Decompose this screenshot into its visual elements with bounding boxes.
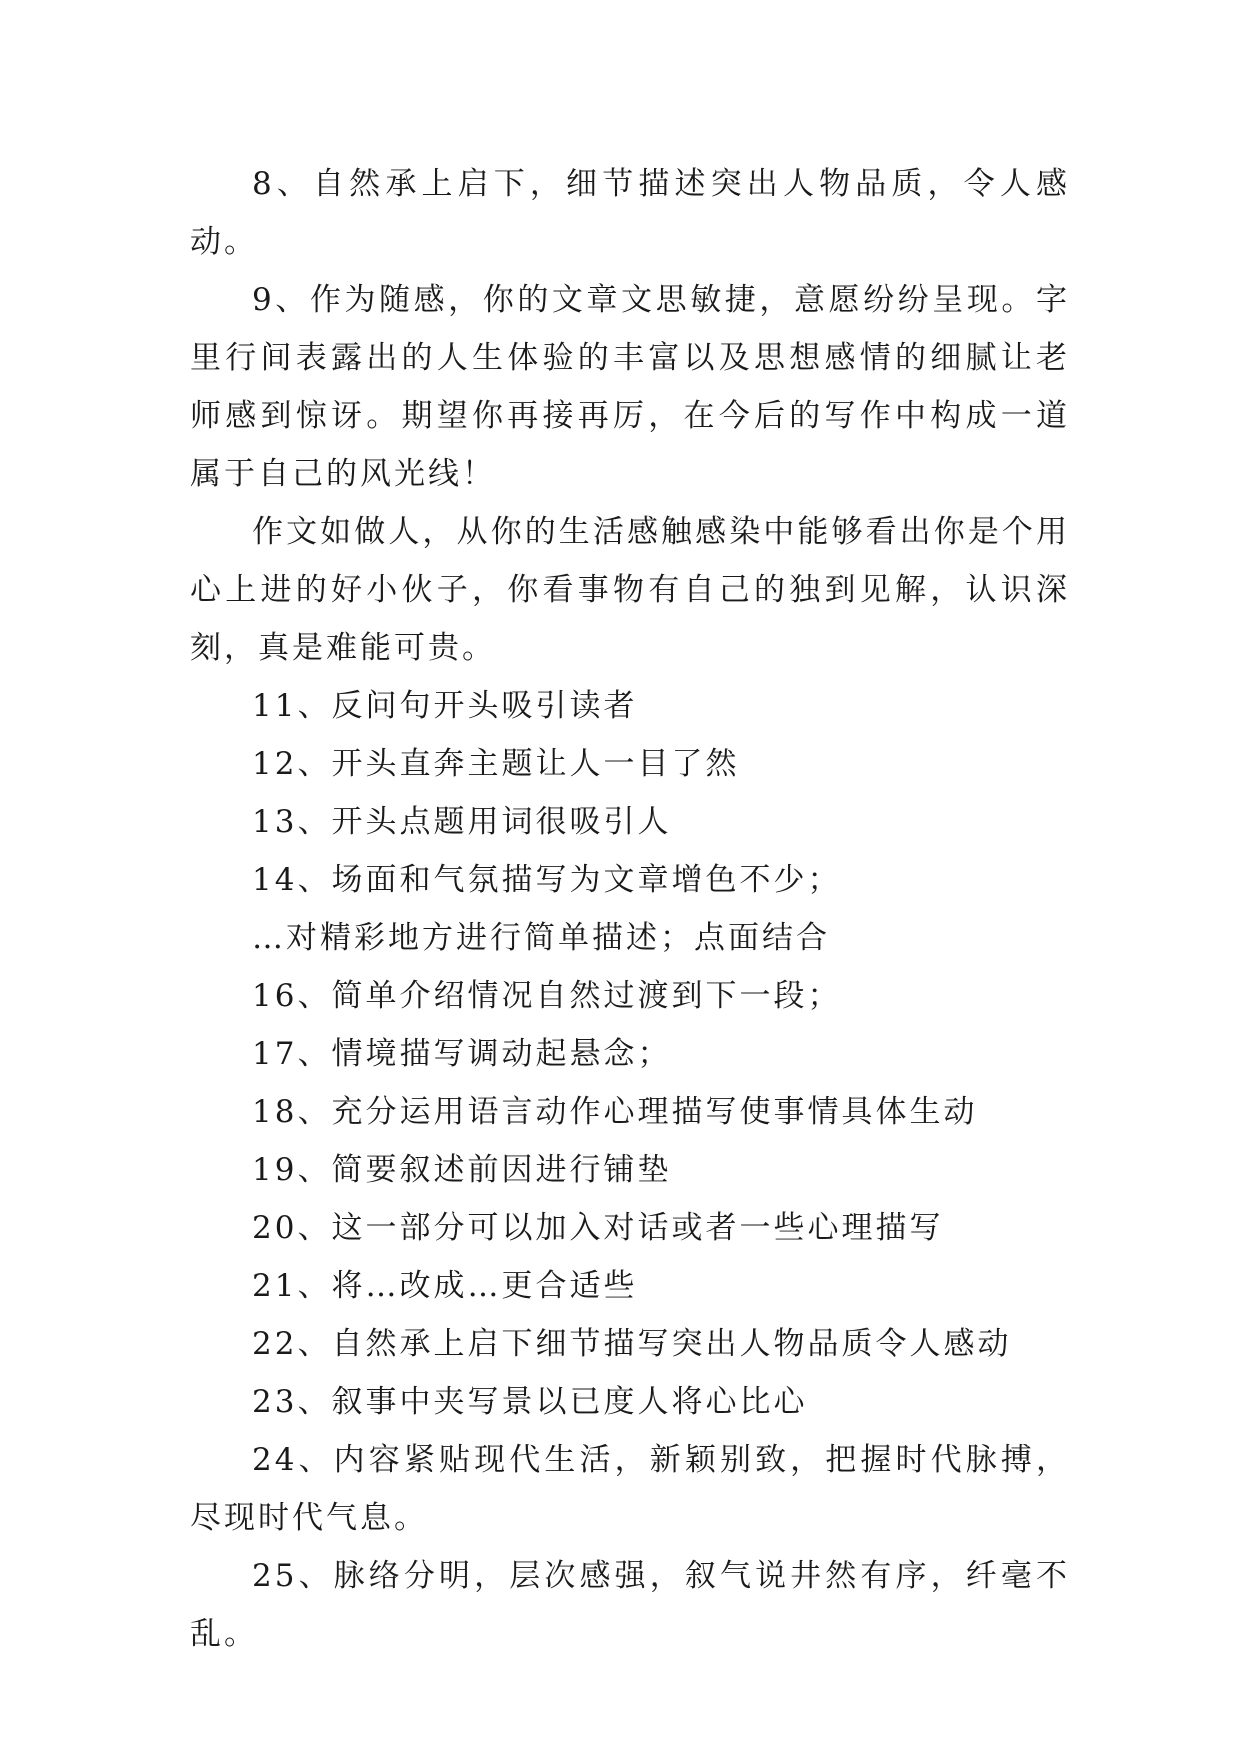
document-body	[190, 155, 1070, 1663]
paragraph: 8、自然承上启下，细节描述突出人物品质，令人感动。	[190, 166, 1070, 260]
paragraph: 24、内容紧贴现代生活，新颖别致，把握时代脉搏，尽现时代气息。	[190, 1442, 1070, 1536]
paragraph: 12、开头直奔主题让人一目了然	[252, 746, 740, 782]
paragraph: 23、叙事中夹写景以已度人将心比心	[252, 1384, 808, 1420]
paragraph: 16、简单介绍情况自然过渡到下一段；	[252, 978, 842, 1014]
paragraph: 11、反问句开头吸引读者	[252, 688, 638, 724]
paragraph: 14、场面和气氛描写为文章增色不少；	[252, 862, 842, 898]
paragraph: 21、将…改成…更合适些	[252, 1268, 638, 1304]
paragraph: 9、作为随感，你的文章文思敏捷，意愿纷纷呈现。字里行间表露出的人生体验的丰富以及思想感情的细腻让老师感到惊讶。期望你再接再厉，在今后的写作中构成一道属于自己的风光线！	[190, 282, 1070, 492]
paragraph: 18、充分运用语言动作心理描写使事情具体生动	[252, 1094, 978, 1130]
paragraph: 13、开头点题用词很吸引人	[252, 804, 672, 840]
paragraph: 22、自然承上启下细节描写突出人物品质令人感动	[252, 1326, 1012, 1362]
paragraph: 17、情境描写调动起悬念；	[252, 1036, 672, 1072]
paragraph: 19、简要叙述前因进行铺垫	[252, 1152, 672, 1188]
paragraph: 25、脉络分明，层次感强，叙气说井然有序，纤毫不乱。	[190, 1558, 1070, 1652]
paragraph: 20、这一部分可以加入对话或者一些心理描写	[252, 1210, 944, 1246]
paragraph: …对精彩地方进行简单描述；点面结合	[252, 920, 830, 956]
paragraph: 作文如做人，从你的生活感触感染中能够看出你是个用心上进的好小伙子，你看事物有自己的独到见解，认识深刻，真是难能可贵。	[190, 514, 1070, 666]
